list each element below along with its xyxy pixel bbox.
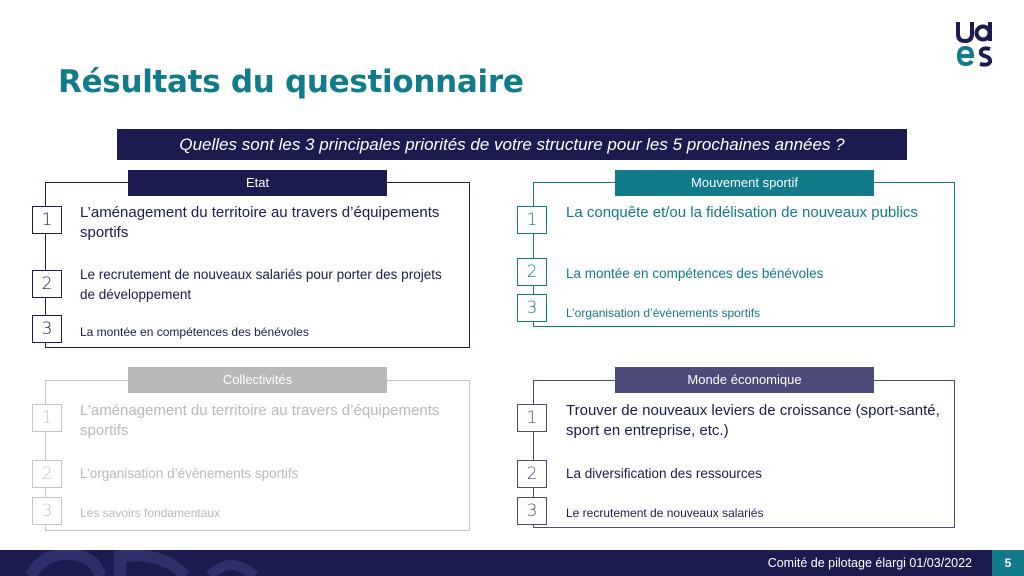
priority-item: Trouver de nouveaux leviers de croissance (sport-santé, sport en entreprise, etc.) bbox=[566, 402, 940, 439]
panel-header-etat: Etat bbox=[128, 170, 387, 196]
priority-item: L’organisation d’évènements sportifs bbox=[566, 306, 761, 320]
footer-bar bbox=[0, 550, 1024, 576]
priority-item: L’aménagement du territoire au travers d’équipements sportifs bbox=[80, 204, 440, 241]
rank-number: 2 bbox=[517, 258, 547, 286]
priority-item: L’organisation d’évènements sportifs bbox=[80, 466, 299, 481]
priority-item: L’aménagement du territoire au travers d’équipements sportifs bbox=[80, 402, 440, 439]
priority-item: La conquête et/ou la fidélisation de nouveaux publics bbox=[566, 204, 918, 221]
priority-item: Le recrutement de nouveaux salariés pour porter des projets de développement bbox=[80, 267, 442, 302]
page-number: 5 bbox=[992, 550, 1024, 576]
priority-item: Les savoirs fondamentaux bbox=[80, 506, 221, 520]
panel-header-collectivites: Collectivités bbox=[128, 367, 387, 393]
udos-logo-icon bbox=[955, 18, 1007, 68]
panel-header-mouvement-sportif: Mouvement sportif bbox=[615, 170, 874, 196]
rank-number: 3 bbox=[517, 294, 547, 322]
footer-text: Comité de pilotage élargi 01/03/2022 bbox=[767, 556, 972, 570]
rank-number: 2 bbox=[517, 460, 547, 488]
rank-number: 3 bbox=[517, 497, 547, 525]
priority-item: La montée en compétences des bénévoles bbox=[566, 266, 824, 281]
question-banner: Quelles sont les 3 principales priorités de votre structure pour les 5 prochaines années ? bbox=[117, 129, 907, 160]
rank-number: 2 bbox=[32, 270, 62, 298]
rank-number: 3 bbox=[32, 315, 62, 343]
rank-number: 1 bbox=[517, 206, 547, 234]
panel-header-monde-economique: Monde économique bbox=[615, 367, 874, 393]
footer-decoration-icon bbox=[0, 550, 280, 576]
priority-item: Le recrutement de nouveaux salariés bbox=[566, 506, 764, 520]
priority-item: La diversification des ressources bbox=[566, 466, 762, 481]
rank-number: 2 bbox=[32, 460, 62, 488]
rank-number: 3 bbox=[32, 497, 62, 525]
priority-item: La montée en compétences des bénévoles bbox=[80, 325, 309, 339]
rank-number: 1 bbox=[32, 206, 62, 234]
page-title: Résultats du questionnaire bbox=[58, 64, 524, 100]
rank-number: 1 bbox=[32, 404, 62, 432]
rank-number: 1 bbox=[517, 404, 547, 432]
